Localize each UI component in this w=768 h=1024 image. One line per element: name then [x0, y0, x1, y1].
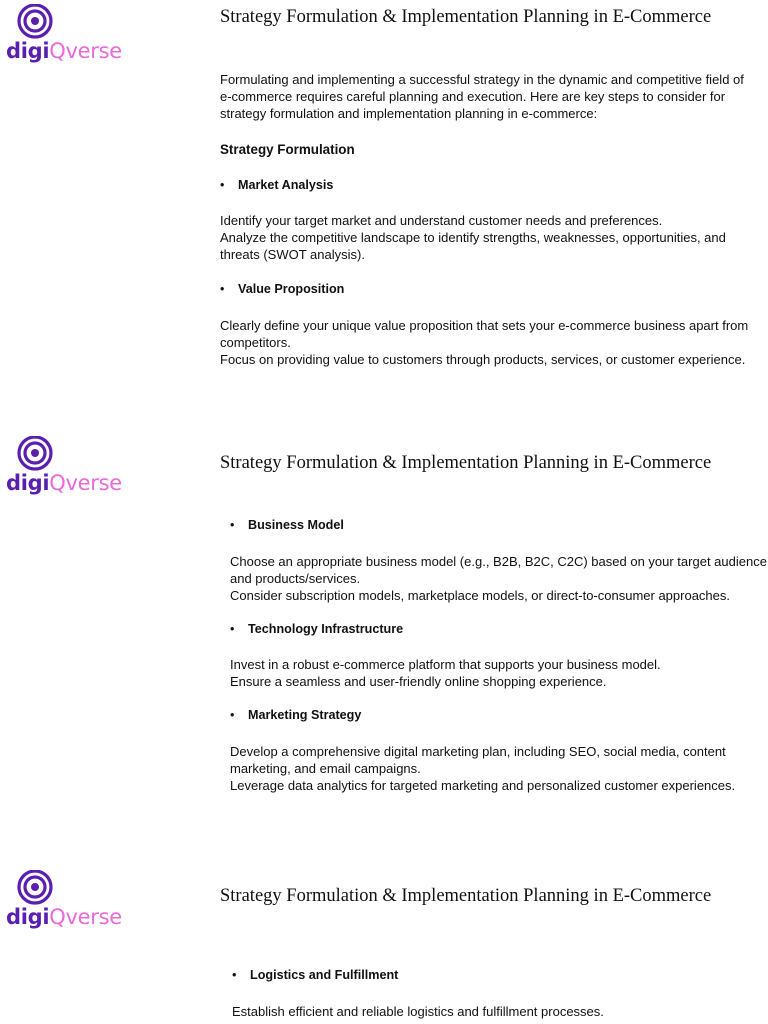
digiqverse-logo — [6, 4, 131, 62]
bullet-dot: • — [230, 518, 235, 532]
bullet-heading-business-model — [230, 518, 344, 532]
intro-line: strategy formulation and implementation planning in e-commerce: — [220, 106, 598, 121]
body-line: Consider subscription models, marketplace models, or direct-to-consumer approaches. — [230, 588, 730, 603]
broadcast-pin-icon — [15, 870, 55, 908]
body-line: and products/services. — [230, 571, 361, 586]
intro-line: Formulating and implementing a successful strategy in the dynamic and competitive field of — [220, 72, 744, 87]
slide-2 — [0, 434, 768, 834]
bullet-dot: • — [220, 282, 225, 296]
bullet-label: Marketing Strategy — [248, 708, 362, 722]
logo-wordmark: digiQverse — [6, 39, 122, 63]
logo-wordmark: digiQverse — [6, 905, 122, 929]
bullet-dot: • — [220, 178, 225, 192]
bullet-heading-value-proposition — [220, 282, 344, 296]
body-line: Invest in a robust e-commerce platform that supports your business model. — [230, 657, 661, 672]
digiqverse-logo — [6, 870, 131, 928]
body-line: Analyze the competitive landscape to identify strengths, weaknesses, opportunities, and — [220, 230, 726, 245]
body-line: competitors. — [220, 335, 291, 350]
body-line: Develop a comprehensive digital marketing plan, including SEO, social media, content — [230, 744, 726, 759]
bullet-dot: • — [230, 708, 235, 722]
bullet-label: Business Model — [248, 518, 344, 532]
bullet-label: Value Proposition — [238, 282, 345, 296]
bullet-dot: • — [230, 622, 235, 636]
bullet-label: Technology Infrastructure — [248, 622, 404, 636]
bullet-heading-market-analysis — [220, 178, 333, 192]
body-line: Ensure a seamless and user-friendly online shopping experience. — [230, 674, 607, 689]
bullet-label: Market Analysis — [238, 178, 334, 192]
broadcast-pin-icon — [15, 4, 55, 42]
intro-line: e-commerce requires careful planning and execution. Here are key steps to consider for — [220, 89, 726, 104]
bullet-heading-technology-infrastructure — [230, 622, 403, 636]
slide-3 — [0, 868, 768, 1024]
slide-1 — [0, 0, 768, 400]
body-line: Choose an appropriate business model (e.g., B2B, B2C, C2C) based on your target audience — [230, 554, 767, 569]
bullet-dot: • — [232, 968, 237, 982]
section-heading: Strategy Formulation — [220, 142, 355, 157]
digiqverse-logo — [6, 436, 131, 494]
broadcast-pin-icon — [15, 436, 55, 474]
page-title: Strategy Formulation & Implementation Planning in E-Commerce — [220, 453, 712, 473]
body-line: Leverage data analytics for targeted marketing and personalized customer experiences. — [230, 778, 736, 793]
body-line: Focus on providing value to customers through products, services, or customer experience. — [220, 352, 746, 367]
body-line: threats (SWOT analysis). — [220, 247, 365, 262]
body-line: marketing, and email campaigns. — [230, 761, 421, 776]
page-title: Strategy Formulation & Implementation Planning in E-Commerce — [220, 7, 712, 27]
bullet-heading-logistics-and-fulfillment — [232, 968, 398, 982]
bullet-heading-marketing-strategy — [230, 708, 361, 722]
body-line: Establish efficient and reliable logistics and fulfillment processes. — [232, 1004, 604, 1019]
bullet-label: Logistics and Fulfillment — [250, 968, 399, 982]
body-line: Clearly define your unique value proposition that sets your e-commerce business apart from — [220, 318, 749, 333]
logo-wordmark: digiQverse — [6, 471, 122, 495]
body-line: Identify your target market and understand customer needs and preferences. — [220, 213, 663, 228]
page-title: Strategy Formulation & Implementation Planning in E-Commerce — [220, 886, 712, 906]
